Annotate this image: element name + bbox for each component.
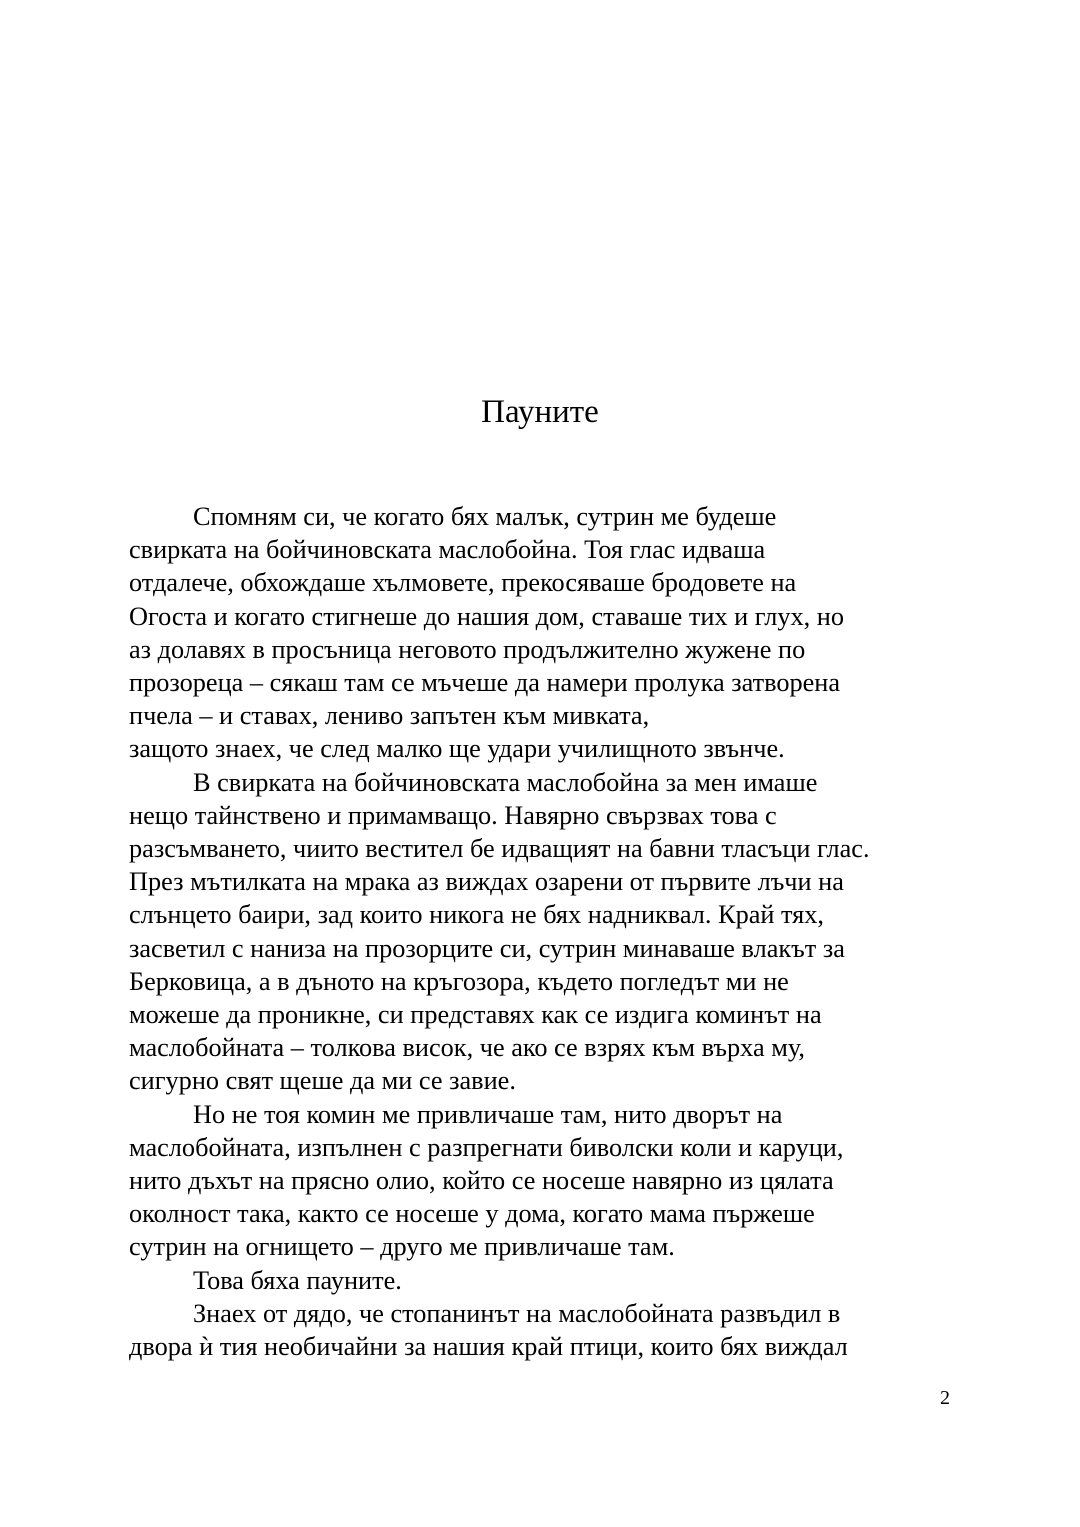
text-line: околност така, както се носеше у дома, когато мама пържеше — [129, 1199, 815, 1229]
text-line: сигурно свят щеше да ми се завие. — [129, 1066, 516, 1096]
text-line: Но не тоя комин ме привличаше там, нито дворът на — [193, 1099, 783, 1129]
text-line: слънцето баири, зад които никога не бях надниквал. Край тях, — [129, 900, 825, 930]
body-text — [129, 500, 929, 1363]
text-line: засветил с наниза на прозорците си, сутрин минаваше влакът за — [129, 933, 845, 963]
text-line: нещо тайнствено и примамващо. Навярно свързвах това с — [129, 800, 777, 830]
text-line: нито дъхът на прясно олио, който се носеше навярно из цялата — [129, 1166, 834, 1196]
chapter-title: Пауните — [481, 394, 599, 430]
text-line: отдалече, обхождаше хълмовете, прекосяваше бродовете на — [129, 568, 797, 598]
text-line: Спомням си, че когато бях малък, сутрин ме будеше — [193, 502, 777, 531]
text-line: маслобойната, изпълнен с разпрегнати биволски коли и каруци, — [129, 1132, 844, 1162]
text-line: разсъмването, чиито вестител бе идващият на бавни тласъци глас. — [129, 834, 870, 864]
text-line: прозореца – сякаш там се мъчеше да намери пролука затворена — [129, 668, 841, 698]
text-line: През мътилката на мрака аз виждах озарени от първите лъчи на — [129, 867, 844, 897]
text-line: защото знаех, че след малко ще удари училищното звънче. — [129, 734, 785, 764]
text-line: пчела – и ставах, лениво запътен към мивката, — [129, 701, 650, 731]
text-line: можеше да проникне, си представях как се издига коминът на — [129, 1000, 822, 1030]
text-line: В свирката на бойчиновската маслобойна за мен имаше — [193, 767, 818, 797]
text-line: сутрин на огнището – друго ме привличаше там. — [129, 1232, 675, 1262]
text-line: Това бяха пауните. — [193, 1265, 402, 1295]
page-number: 2 — [940, 1387, 950, 1409]
text-line: Огоста и когато стигнеше до нашия дом, ставаше тих и глух, но — [129, 601, 845, 631]
text-line: двора ѝ тия необичайни за нашия край птици, които бях виждал — [129, 1332, 848, 1362]
text-line: Берковица, а в дъното на кръгозора, където погледът ми не — [129, 966, 789, 996]
text-line: свирката на бойчиновската маслобойна. Тоя глас идваша — [129, 535, 766, 565]
text-line: Знаех от дядо, че стопанинът на маслобойната развъдил в — [193, 1298, 841, 1328]
text-line: аз долавях в просъница неговото продължително жужене по — [129, 634, 806, 664]
text-line: маслобойната – толкова висок, че ако се взрях към върха му, — [129, 1033, 805, 1063]
